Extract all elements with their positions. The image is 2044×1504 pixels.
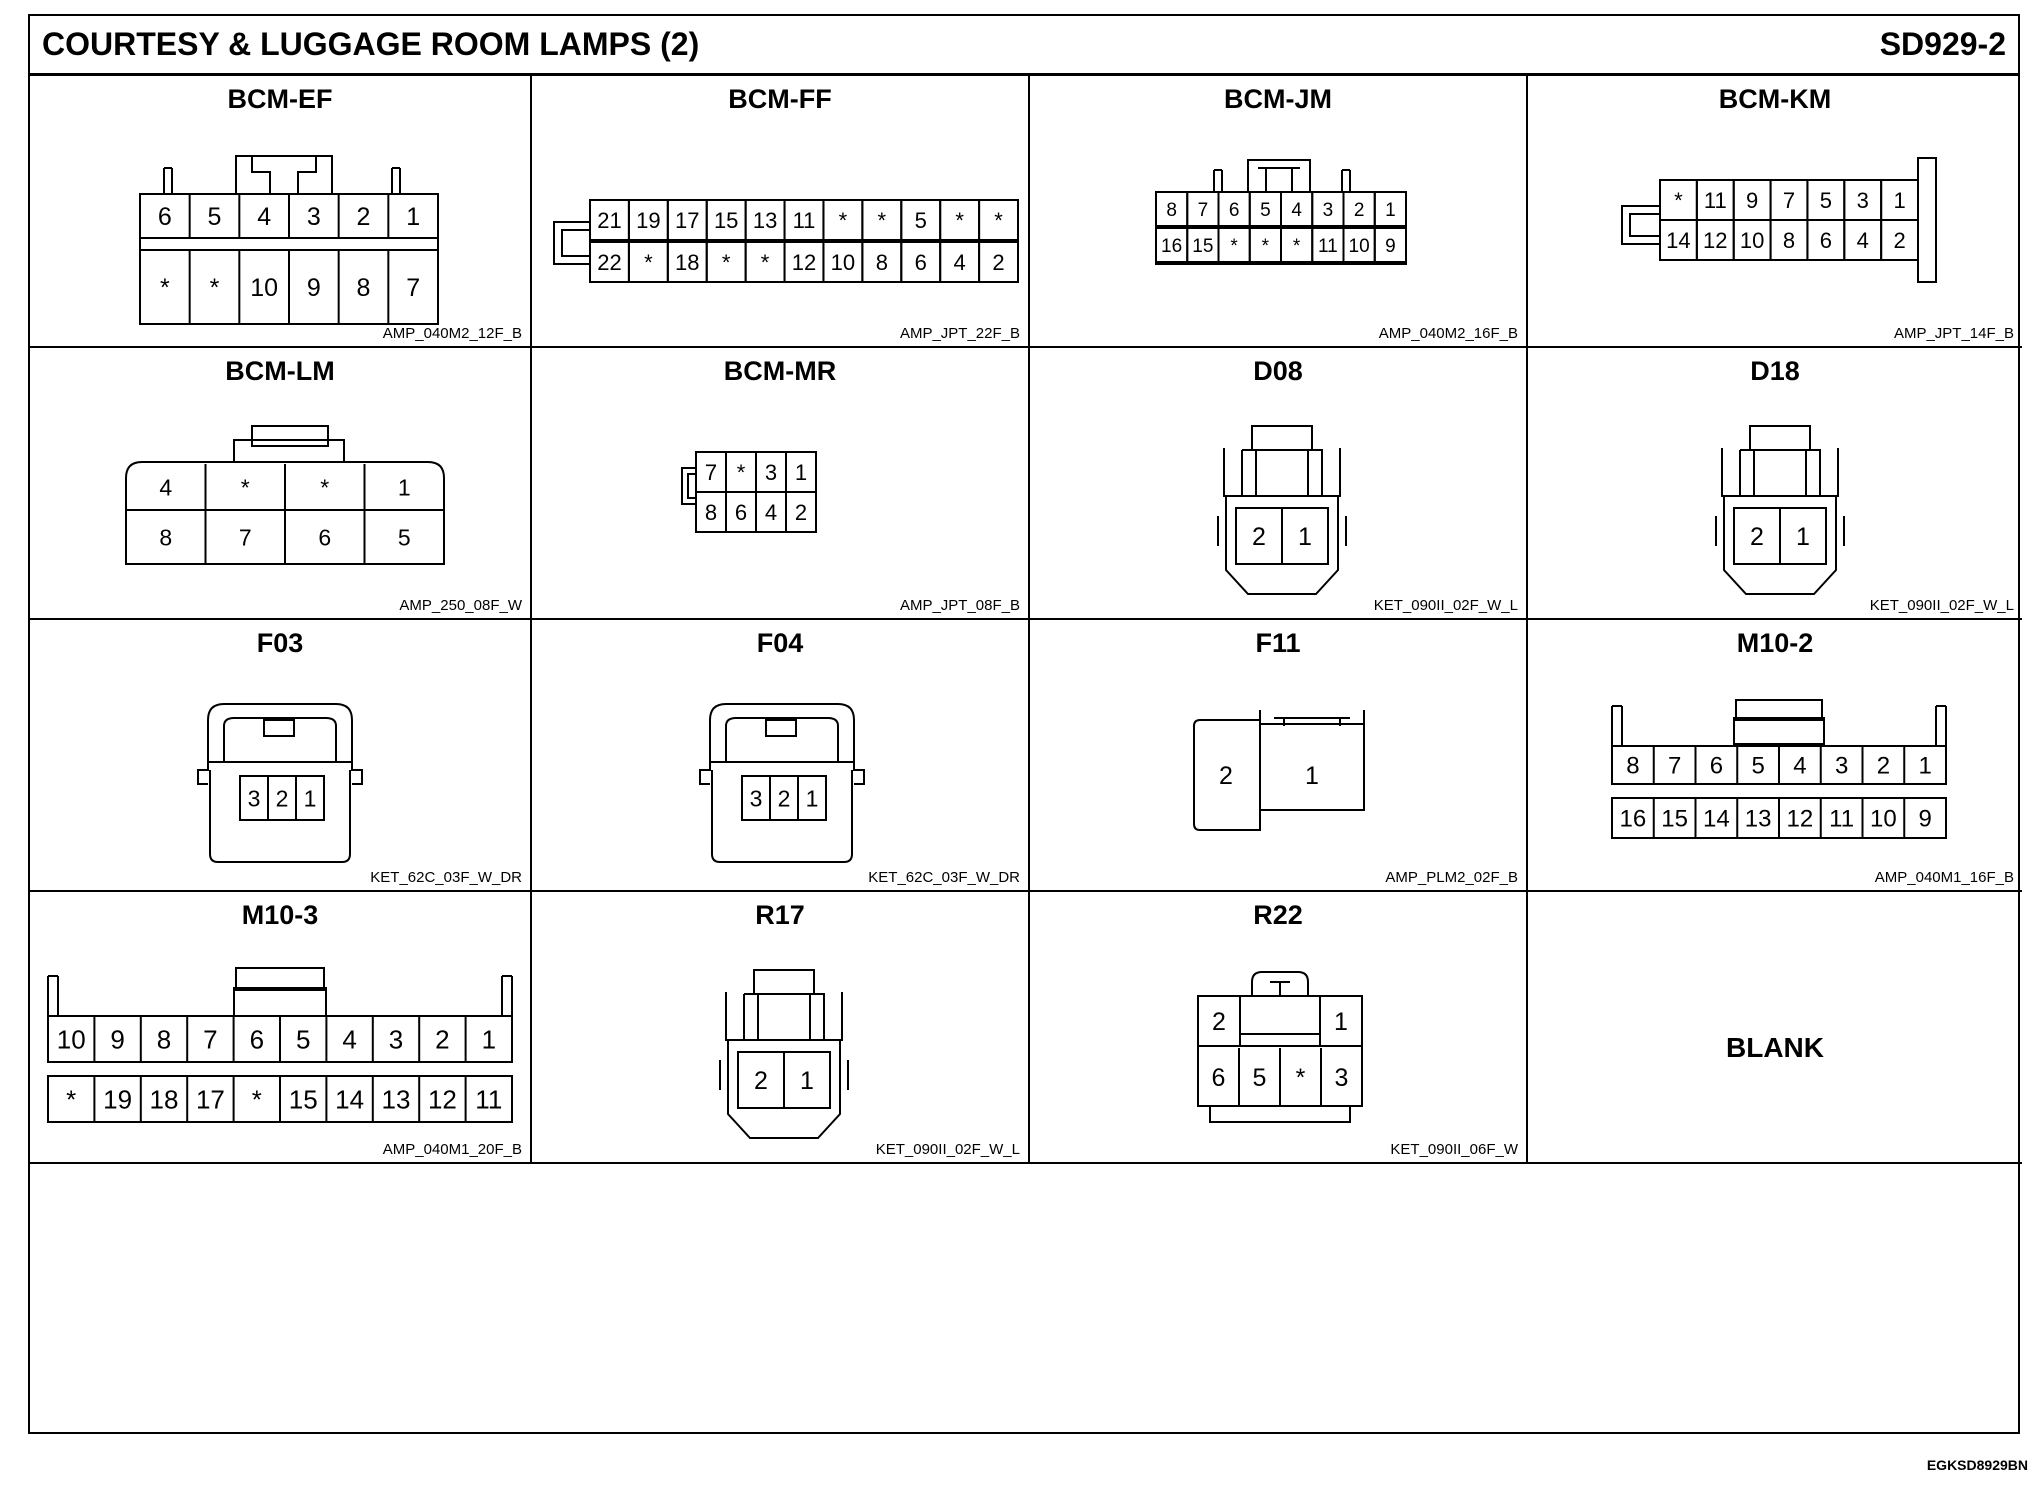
pin-label: 2 (1212, 1008, 1226, 1036)
pin-label: 2 (1219, 762, 1233, 790)
lock-arch-inner (726, 718, 838, 762)
pin-label: 9 (1918, 805, 1932, 833)
pin-label: 2 (1252, 523, 1266, 551)
pin-label: 4 (1856, 227, 1869, 253)
connector-cell (30, 348, 532, 620)
pin-label: 10 (1870, 805, 1897, 833)
pin-label: 10 (250, 274, 279, 302)
pin-label: 1 (1893, 187, 1906, 213)
latch-right (1342, 170, 1350, 192)
bottom-rim (1210, 1106, 1350, 1122)
connector-part-number: AMP_250_08F_W (399, 597, 522, 614)
side-tab (1622, 206, 1660, 244)
connector-cell (532, 348, 1030, 620)
connector-drawing (1030, 348, 1528, 620)
pin-label: 6 (157, 203, 172, 231)
lock-arch-outer (208, 704, 352, 762)
pin-label: 2 (992, 249, 1005, 275)
lock-housing (1248, 160, 1310, 192)
pin-label: 16 (1161, 235, 1183, 257)
pin-label: 22 (597, 249, 622, 275)
pin-label: 2 (777, 785, 791, 812)
pin-label: * (1230, 235, 1238, 257)
pin-label: * (1674, 187, 1683, 213)
flange (700, 762, 864, 784)
pin-label: 13 (752, 207, 778, 233)
connector-drawing (1528, 76, 2022, 348)
pin-label: 14 (1703, 805, 1730, 833)
lock-base (234, 988, 326, 1016)
connector-name: M10-3 (241, 900, 319, 930)
pin-label: 7 (1782, 187, 1796, 213)
connector-cell (532, 620, 1030, 892)
pin-label: 7 (1197, 199, 1209, 221)
pin-label: 16 (1619, 805, 1647, 833)
pin-label: 11 (1318, 235, 1338, 257)
pin-label: 5 (1819, 187, 1832, 213)
pin-label: * (159, 274, 170, 302)
pin-label: 3 (749, 785, 763, 812)
pin-label: * (955, 207, 964, 233)
connector-name: BCM-JM (1224, 84, 1332, 114)
connector-part-number: AMP_040M2_12F_B (382, 325, 522, 342)
pin-label: 2 (275, 785, 289, 812)
pin-label: 5 (207, 203, 222, 231)
pin-label: 4 (953, 249, 966, 275)
pin-label: 4 (1291, 199, 1302, 221)
pin-label: 11 (792, 207, 816, 233)
lock-detail (1258, 168, 1300, 192)
connector-cell (1030, 620, 1528, 892)
connector-drawing (1528, 348, 2022, 620)
pin-label: * (240, 474, 250, 501)
pin-label: 12 (427, 1084, 457, 1115)
pin-label: 15 (713, 207, 739, 233)
pin-label: 4 (764, 499, 778, 525)
pin-label: 5 (914, 207, 927, 233)
pin-label: 6 (734, 499, 748, 525)
pin-label: 8 (1166, 199, 1177, 221)
pin-label: * (644, 249, 653, 275)
connector-part-number: KET_62C_03F_W_DR (868, 869, 1020, 886)
pin-label: 17 (195, 1084, 225, 1115)
pin-label: 10 (1739, 227, 1765, 253)
pin-label: * (877, 207, 887, 233)
title-bar (30, 16, 2018, 76)
flange (198, 762, 362, 784)
connector-part-number: AMP_040M1_16F_B (1874, 869, 2014, 886)
pin-label: 6 (1228, 199, 1240, 221)
connector-part-number: AMP_PLM2_02F_B (1385, 869, 1518, 886)
latch-left (48, 976, 58, 1016)
pin-label: * (1261, 235, 1270, 257)
pin-label: 1 (1796, 523, 1810, 551)
pin-label: 7 (238, 524, 252, 551)
pin-label: 13 (381, 1084, 411, 1115)
pin-label: 11 (1703, 187, 1727, 213)
pin-label: 2 (1353, 199, 1365, 221)
pin-label: 3 (388, 1024, 404, 1055)
connector-part-number: KET_090II_02F_W_L (875, 1141, 1020, 1158)
pin-label: 6 (914, 249, 927, 275)
connector-name: F03 (256, 628, 304, 658)
pin-label: 14 (335, 1084, 365, 1115)
pin-label: 21 (597, 207, 622, 233)
connector-name: BCM-MR (723, 356, 837, 386)
lock-detail (252, 156, 316, 194)
lock-frame (1740, 450, 1820, 496)
pin-label: 6 (1709, 752, 1724, 780)
footer-code: EGKSD8929BN (1926, 1457, 2028, 1473)
pin-label: 3 (1856, 187, 1869, 213)
pin-label: 1 (1305, 762, 1319, 790)
connector-part-number: AMP_040M2_16F_B (1378, 325, 1518, 342)
latch-right (392, 168, 400, 194)
pin-label: 1 (794, 459, 808, 485)
connector-cell (1528, 348, 2022, 620)
pin-label: 10 (830, 249, 856, 275)
connector-name: M10-2 (1736, 628, 1814, 658)
pin-label: 11 (1829, 805, 1855, 833)
lock-key (766, 720, 796, 736)
pin-label: 9 (110, 1024, 125, 1055)
connector-name: BCM-LM (225, 356, 335, 386)
connector-drawing (1030, 76, 1528, 348)
connector-cell (1528, 76, 2022, 348)
connector-cell (30, 76, 532, 348)
pin-label: 6 (1819, 227, 1832, 253)
pin-label: 2 (435, 1024, 450, 1055)
pin-label: 4 (342, 1024, 357, 1055)
pin-label: 8 (156, 1024, 172, 1055)
connector-drawing (532, 348, 1030, 620)
pin-label: 1 (1298, 523, 1312, 551)
latch-right (1936, 706, 1946, 746)
pin-label: 1 (406, 203, 421, 231)
pin-label: 1 (397, 474, 411, 501)
connector-drawing (1030, 620, 1528, 892)
pin-label: 2 (1876, 752, 1891, 780)
pin-label: 9 (1746, 187, 1759, 213)
lock-top (236, 968, 324, 990)
pin-label: 5 (397, 524, 411, 551)
connector-drawing (30, 348, 532, 620)
pin-label: 1 (805, 785, 819, 812)
pin-label: 18 (675, 249, 700, 275)
pin-label: 7 (1667, 752, 1682, 780)
pin-label: 4 (257, 203, 272, 231)
pin-label: * (736, 459, 746, 485)
pin-label: 15 (1192, 235, 1214, 257)
connector-cell (532, 892, 1030, 1164)
pin-label: 1 (800, 1067, 814, 1095)
pin-label: 7 (406, 274, 421, 302)
connector-body (712, 770, 852, 862)
pin-label: 2 (1893, 227, 1906, 253)
pin-label: 8 (1782, 227, 1796, 253)
pin-label: 15 (1661, 805, 1688, 833)
pin-label: * (721, 249, 731, 275)
pin-label: * (320, 474, 330, 501)
page-title: COURTESY & LUGGAGE ROOM LAMPS (2) (42, 26, 700, 62)
connector-drawing (30, 620, 532, 892)
side-tab (554, 222, 590, 264)
connector-part-number: AMP_JPT_14F_B (1893, 325, 2014, 342)
connector-part-number: AMP_JPT_08F_B (899, 597, 1020, 614)
connector-cell (1030, 348, 1528, 620)
pin-label: 19 (103, 1084, 133, 1115)
blank-cell (1528, 892, 2022, 1164)
pin-label: 11 (475, 1084, 503, 1115)
pin-label: 8 (1626, 752, 1640, 780)
connector-part-number: KET_090II_02F_W_L (1373, 597, 1518, 614)
connector-drawing (1030, 892, 1528, 1164)
pin-label: 3 (1834, 752, 1849, 780)
lock-base (1734, 718, 1824, 744)
lock-key (1270, 982, 1290, 996)
connector-cell (532, 76, 1030, 348)
connector-name: BCM-KM (1718, 84, 1832, 114)
pin-label: * (251, 1084, 262, 1115)
pin-label: * (66, 1084, 77, 1115)
connector-name: D18 (1750, 356, 1800, 386)
pin-label: 10 (1348, 235, 1370, 257)
pin-label: 3 (306, 203, 321, 231)
connector-cell (30, 620, 532, 892)
connector-name: D08 (1253, 356, 1303, 386)
pin-label: 2 (356, 203, 371, 231)
pin-label: 3 (1334, 1064, 1349, 1092)
connector-name: R17 (755, 900, 805, 930)
connector-part-number: KET_62C_03F_W_DR (370, 869, 522, 886)
connector-name: BCM-FF (728, 84, 832, 114)
pin-label: 4 (159, 474, 173, 501)
pin-label: * (209, 274, 220, 302)
pin-label: 14 (1666, 227, 1691, 253)
pin-label: 3 (764, 459, 778, 485)
pin-label: 12 (791, 249, 817, 275)
connector-part-number: KET_090II_02F_W_L (1869, 597, 2014, 614)
connector-part-number: AMP_040M1_20F_B (382, 1141, 522, 1158)
connector-drawing (532, 620, 1030, 892)
connector-cell (1528, 620, 2022, 892)
blank-label: BLANK (1726, 1032, 1824, 1063)
pin-label: 3 (247, 785, 261, 812)
connector-cell (1030, 892, 1528, 1164)
pin-label: 19 (636, 207, 661, 233)
connector-drawing (1528, 620, 2022, 892)
pin-label: 8 (356, 274, 371, 302)
connector-cell (1030, 76, 1528, 348)
connector-part-number: AMP_JPT_22F_B (899, 325, 1020, 342)
pin-label: 1 (1918, 752, 1932, 780)
latch-left (1612, 706, 1622, 746)
pin-label: 7 (203, 1024, 218, 1055)
pin-label: 2 (1750, 523, 1764, 551)
pin-label: 5 (1252, 1064, 1267, 1092)
pin-label: 1 (481, 1024, 497, 1055)
pin-label: 6 (1211, 1064, 1226, 1092)
pin-label: 9 (306, 274, 321, 302)
connector-drawing (532, 892, 1030, 1164)
connector-drawing (532, 76, 1030, 348)
pin-label: 2 (794, 499, 808, 525)
connector-part-number: KET_090II_06F_W (1390, 1141, 1518, 1158)
lock-arch-outer (710, 704, 854, 762)
pin-label: * (994, 207, 1003, 233)
pin-label: * (1292, 235, 1301, 257)
lock-top (1750, 426, 1810, 450)
latch-left (164, 168, 172, 194)
page-code: SD929-2 (1879, 26, 2006, 62)
connector-name: R22 (1253, 900, 1303, 930)
pin-label: 1 (303, 785, 317, 812)
lock-key (264, 720, 294, 736)
pin-label: 9 (1385, 235, 1396, 257)
pin-label: 5 (1260, 199, 1271, 221)
connector-drawing (30, 892, 532, 1164)
side-tab (682, 468, 696, 504)
lock-top (1252, 426, 1312, 450)
pin-label: 6 (249, 1024, 265, 1055)
pin-label: 12 (1786, 805, 1814, 833)
connector-name: BCM-EF (227, 84, 333, 114)
connector-cell (30, 892, 532, 1164)
pin-label: 12 (1703, 227, 1728, 253)
upper-divider (1240, 996, 1320, 1046)
pin-label: 7 (704, 459, 718, 485)
pin-label: 4 (1793, 752, 1807, 780)
pin-label: 5 (1751, 752, 1765, 780)
connector-name: F04 (756, 628, 804, 658)
connector-body (210, 770, 350, 862)
lock-top (252, 426, 328, 446)
connector-drawing (30, 76, 532, 348)
lock-arch-inner (224, 718, 336, 762)
latch-left (1214, 170, 1222, 192)
pin-label: 8 (159, 524, 173, 551)
pin-label: 17 (675, 207, 700, 233)
pin-label: 6 (318, 524, 332, 551)
latch-right (502, 976, 512, 1016)
lock-housing (236, 156, 332, 194)
pin-label: 10 (56, 1024, 86, 1055)
pin-label: 1 (1385, 199, 1396, 221)
lock-frame (1242, 450, 1322, 496)
pin-label: * (760, 249, 770, 275)
lock-top (754, 970, 814, 994)
pin-label: 2 (754, 1067, 768, 1095)
pin-label: * (1295, 1064, 1306, 1092)
lock-frame (744, 994, 824, 1040)
pin-label: * (838, 207, 848, 233)
pin-label: 8 (875, 249, 888, 275)
connector-name: F11 (1255, 628, 1301, 658)
diagram-sheet (28, 14, 2020, 1434)
pin-label: 13 (1744, 805, 1772, 833)
end-cap (1918, 158, 1936, 282)
pin-label: 3 (1322, 199, 1334, 221)
pin-label: 1 (1334, 1008, 1348, 1036)
pin-label: 15 (288, 1084, 318, 1115)
pin-label: 8 (704, 499, 718, 525)
pin-label: 18 (149, 1084, 179, 1115)
pin-label: 5 (295, 1024, 311, 1055)
